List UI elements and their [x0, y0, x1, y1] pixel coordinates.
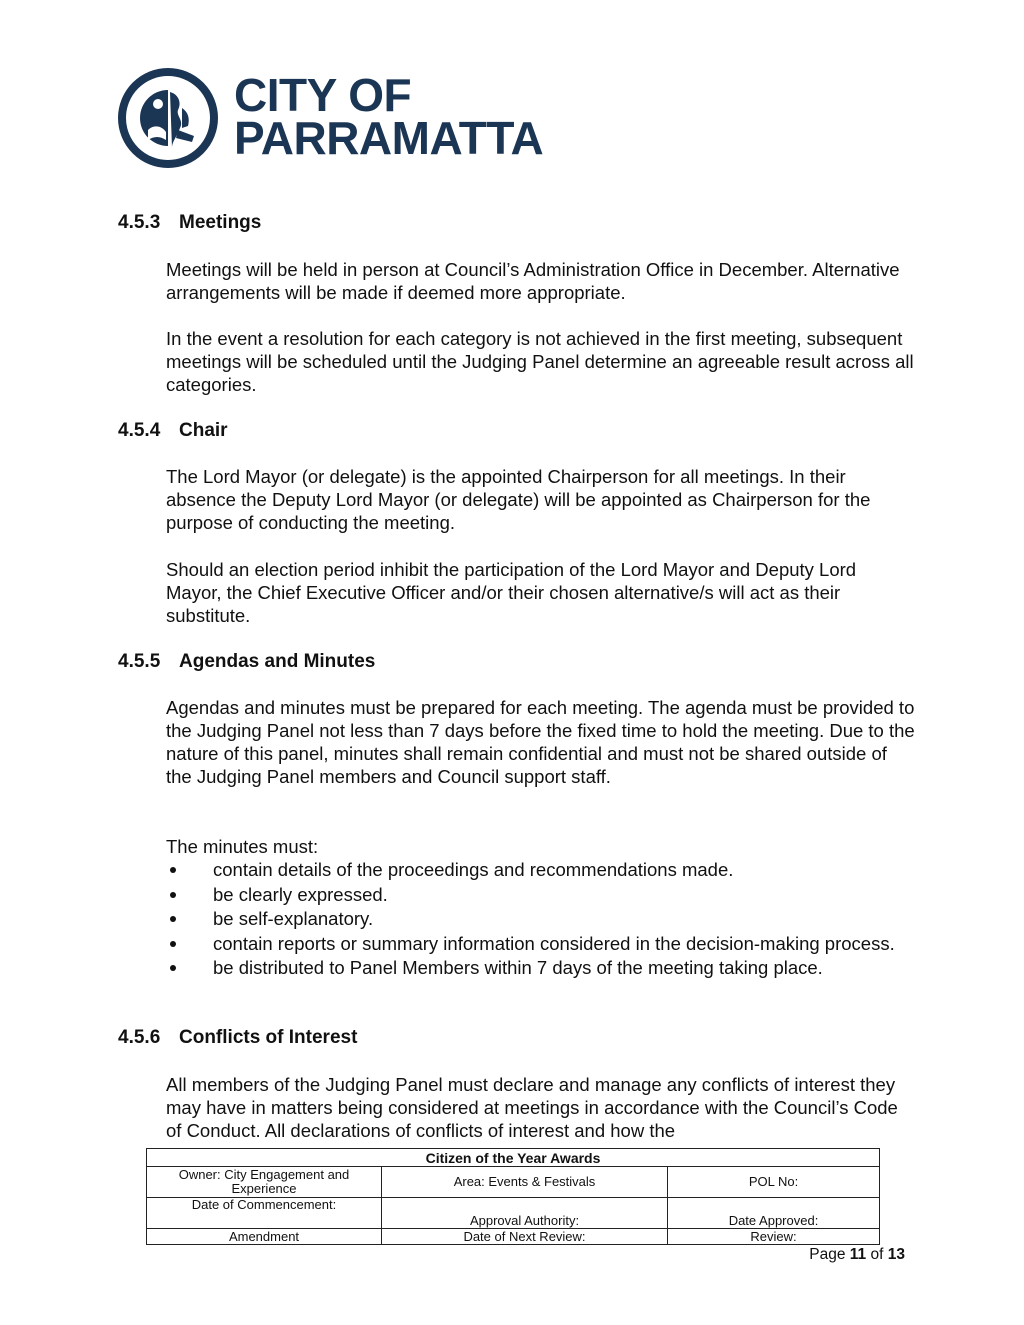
policy-title: Citizen of the Year Awards: [147, 1149, 880, 1167]
document-control-table: [146, 1148, 880, 1245]
section-title: Agendas and Minutes: [179, 651, 376, 672]
section-number: 4.5.3: [118, 212, 161, 233]
page-number: Page 11 of 13: [809, 1246, 905, 1263]
section-number: 4.5.4: [118, 420, 161, 441]
logo-line-1: CITY OF: [234, 69, 412, 121]
bullet-icon: [170, 941, 176, 947]
area-cell: Area: Events & Festivals: [382, 1167, 668, 1198]
section-heading: [118, 1026, 357, 1050]
section-heading: [118, 650, 375, 674]
bullet-icon: [170, 892, 176, 898]
pol-no-cell: POL No:: [668, 1167, 880, 1198]
section-title: Conflicts of Interest: [179, 1027, 358, 1048]
paragraph: The minutes must:: [166, 836, 319, 857]
section-heading: [118, 419, 228, 443]
section-number: 4.5.5: [118, 651, 161, 672]
list-item: contain reports or summary information considered in the decision-making process.: [166, 932, 916, 956]
paragraph: Agendas and minutes must be prepared for each meeting. The agenda must be provided to the Judging Panel not less than 7 days before the fixed time to hold the meeting. Due to the nature of this panel, minutes shall remain confidential and must not be shared outside of the Judging Panel members and Council support staff.: [166, 697, 915, 787]
city-of-parramatta-logo: [118, 68, 558, 172]
section-heading: [118, 211, 261, 235]
logo-line-2: PARRAMATTA: [234, 112, 544, 164]
paragraph: In the event a resolution for each category is not achieved in the first meeting, subsequent meetings will be scheduled until the Judging Panel determine an agreeable result across all categories.: [166, 328, 914, 395]
review-cell: Review:: [668, 1229, 880, 1245]
bullet-icon: [170, 965, 176, 971]
amendment-cell: Amendment: [147, 1229, 382, 1245]
paragraph: Meetings will be held in person at Council’s Administration Office in December. Alternative arrangements will be made if deemed more appropriate.: [166, 259, 900, 303]
list-item: be self-explanatory.: [166, 907, 916, 931]
section-number: 4.5.6: [118, 1027, 161, 1048]
logo-wordmark: [234, 69, 544, 164]
list-item: contain details of the proceedings and recommendations made.: [166, 858, 916, 882]
current-page: 11: [849, 1246, 867, 1263]
next-review-cell: Date of Next Review:: [382, 1229, 668, 1245]
paragraph: All members of the Judging Panel must declare and manage any conflicts of interest they may have in matters being considered at meetings in accordance with the Council’s Code of Conduct. All declarations of conflicts of interest and how the: [166, 1074, 898, 1141]
parramatta-emblem-icon: [118, 68, 222, 172]
bullet-icon: [170, 916, 176, 922]
list-item: be distributed to Panel Members within 7 days of the meeting taking place.: [166, 956, 916, 980]
bullet-icon: [170, 867, 176, 873]
paragraph: Should an election period inhibit the participation of the Lord Mayor and Deputy Lord Mayor, the Chief Executive Officer and/or their chosen alternative/s will act as their substitute.: [166, 559, 857, 626]
section-title: Meetings: [179, 212, 262, 233]
section-title: Chair: [179, 420, 228, 441]
date-approved-cell: Date Approved:: [668, 1198, 880, 1229]
minutes-requirements-list: [166, 858, 916, 981]
paragraph: The Lord Mayor (or delegate) is the appointed Chairperson for all meetings. In their absence the Deputy Lord Mayor (or delegate) will be appointed as Chairperson for the purpose of conducting the meeting.: [166, 466, 871, 533]
list-item: be clearly expressed.: [166, 883, 916, 907]
total-pages: 13: [887, 1246, 905, 1263]
commencement-cell: Date of Commencement:: [147, 1198, 382, 1229]
owner-cell: Owner: City Engagement and Experience: [147, 1167, 382, 1198]
approval-authority-cell: Approval Authority:: [382, 1198, 668, 1229]
